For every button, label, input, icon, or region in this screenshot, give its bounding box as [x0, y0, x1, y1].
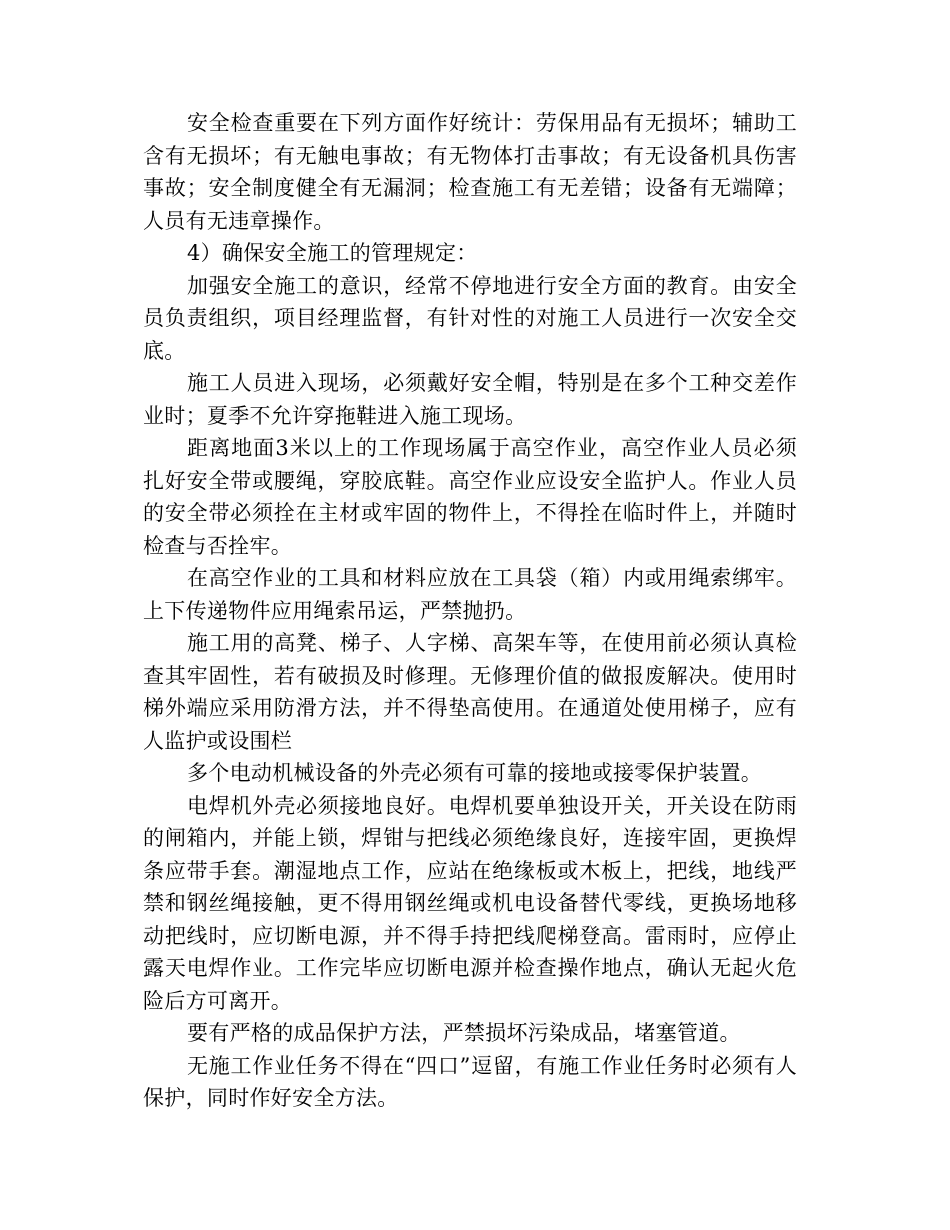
paragraph-welding-machine: 电焊机外壳必须接地良好。电焊机要单独设开关，开关设在防雨的闸箱内，并能上锁，焊钳与把线必须绝缘良好，连接牢固，更换焊条应带手套。潮湿地点工作，应站在绝缘板或木板上，把线，地线严禁和钢丝绳接触，更不得用钢丝绳或机电设备替代零线，更换场地移动把线时，应切断电源，并不得手持把线爬梯登高。雷雨时，应停止露天电焊作业。工作完毕应切断电源并检查操作地点，确认无起火危险后方可离开。: [143, 793, 797, 1013]
paragraph-safety-helmet: 施工人员进入现场，必须戴好安全帽，特别是在多个工种交差作业时；夏季不允许穿拖鞋进入施工现场。: [143, 371, 797, 428]
paragraph-four-openings: 无施工作业任务不得在“四口”逗留，有施工作业任务时必须有人保护，同时作好安全方法。: [143, 1053, 797, 1110]
paragraph-ladders: 施工用的高凳、梯子、人字梯、高架车等，在使用前必须认真检查其牢固性，若有破损及时修理。无修理价值的做报废解决。使用时梯外端应采用防滑方法，并不得垫高使用。在通道处使用梯子，应有人监护或设围栏: [143, 631, 797, 753]
paragraph-safety-inspection: 安全检查重要在下列方面作好统计：劳保用品有无损坏；辅助工含有无损坏；有无触电事故；有无物体打击事故；有无设备机具伤害事故；安全制度健全有无漏洞；检查施工有无差错；设备有无端障；人员有无违章操作。: [143, 111, 797, 233]
document-body: [143, 107, 797, 1115]
paragraph-grounding: 多个电动机械设备的外壳必须有可靠的接地或接零保护装置。: [187, 761, 763, 785]
paragraph-product-protection: 要有严格的成品保护方法，严禁损坏污染成品，堵塞管道。: [187, 1021, 741, 1045]
paragraph-tools-materials: 在高空作业的工具和材料应放在工具袋（箱）内或用绳索绑牢。上下传递物件应用绳索吊运，严禁抛扔。: [143, 566, 797, 623]
paragraph-heading-management-rules: 4）确保安全施工的管理规定：: [187, 241, 478, 265]
paragraph-high-altitude-work: 距离地面3米以上的工作现场属于高空作业，高空作业人员必须扎好安全带或腰绳，穿胶底鞋。高空作业应设安全监护人。作业人员的安全带必须拴在主材或牢固的物件上，不得拴在临时件上，并随时检查与否拴牢。: [143, 436, 797, 558]
paragraph-safety-awareness: 加强安全施工的意识，经常不停地进行安全方面的教育。由安全员负责组织，项目经理监督，有针对性的对施工人员进行一次安全交底。: [143, 273, 797, 363]
